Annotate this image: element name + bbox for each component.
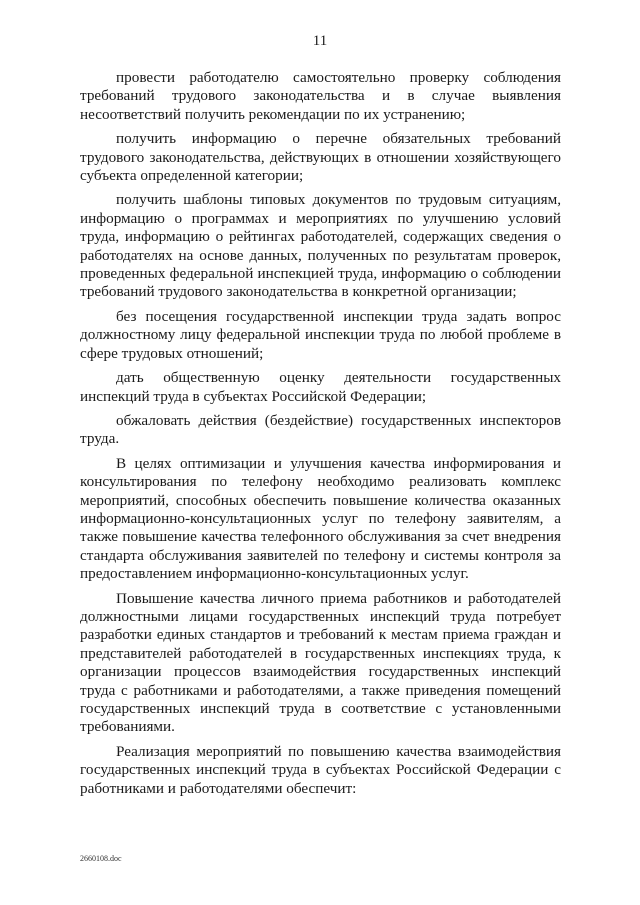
paragraph: Реализация мероприятий по повышению качества взаимодействия государственных инспекций труда в субъектах Российской Федерации с работниками и работодателями обеспечит:	[80, 742, 561, 797]
paragraph: без посещения государственной инспекции труда задать вопрос должностному лицу федеральной инспекции труда по любой проблеме в сфере трудовых отношений;	[80, 307, 561, 362]
paragraph: Повышение качества личного приема работников и работодателей должностными лицами государственных инспекций труда потребует разработки единых стандартов и требований к местам приема граждан и представителей работодателей в государственных инспекциях труда, к организации процессов взаимодействия государственных инспекций труда с работниками и работодателями, а также приведения помещений государственных инспекций труда в соответствие с установленными требованиями.	[80, 589, 561, 736]
paragraph: дать общественную оценку деятельности государственных инспекций труда в субъектах Российской Федерации;	[80, 369, 561, 405]
paragraph: получить информацию о перечне обязательных требований трудового законодательства, действующих в отношении хозяйствующего субъекта определенной категории;	[80, 130, 561, 185]
paragraph: провести работодателю самостоятельно проверку соблюдения требований трудового законодательства и в случае выявления несоответствий получить рекомендации по их устранению;	[80, 69, 561, 123]
document-filename: 2660108.doc	[80, 854, 122, 863]
document-body	[80, 69, 561, 798]
paragraph: В целях оптимизации и улучшения качества информирования и консультирования по телефону необходимо реализовать комплекс мероприятий, способных обеспечить повышение количества оказанных информационно-консультационных услуг по телефону заявителям, а также повышение качества телефонного обслуживания за счет внедрения стандарта обслуживания заявителей по телефону и системы контроля за предоставлением информационно-консультационных услуг.	[80, 454, 561, 583]
paragraph: обжаловать действия (бездействие) государственных инспекторов труда.	[80, 411, 561, 448]
paragraph: получить шаблоны типовых документов по трудовым ситуациям, информацию о программах и мероприятиях по улучшению условий труда, информацию о рейтингах работодателей, содержащих сведения о работодателях на основе данных, полученных по результатам проверок, проведенных федеральной инспекцией труда, информацию о соблюдении требований трудового законодательства в конкретной организации;	[80, 191, 561, 301]
page-number: 11	[312, 33, 328, 49]
